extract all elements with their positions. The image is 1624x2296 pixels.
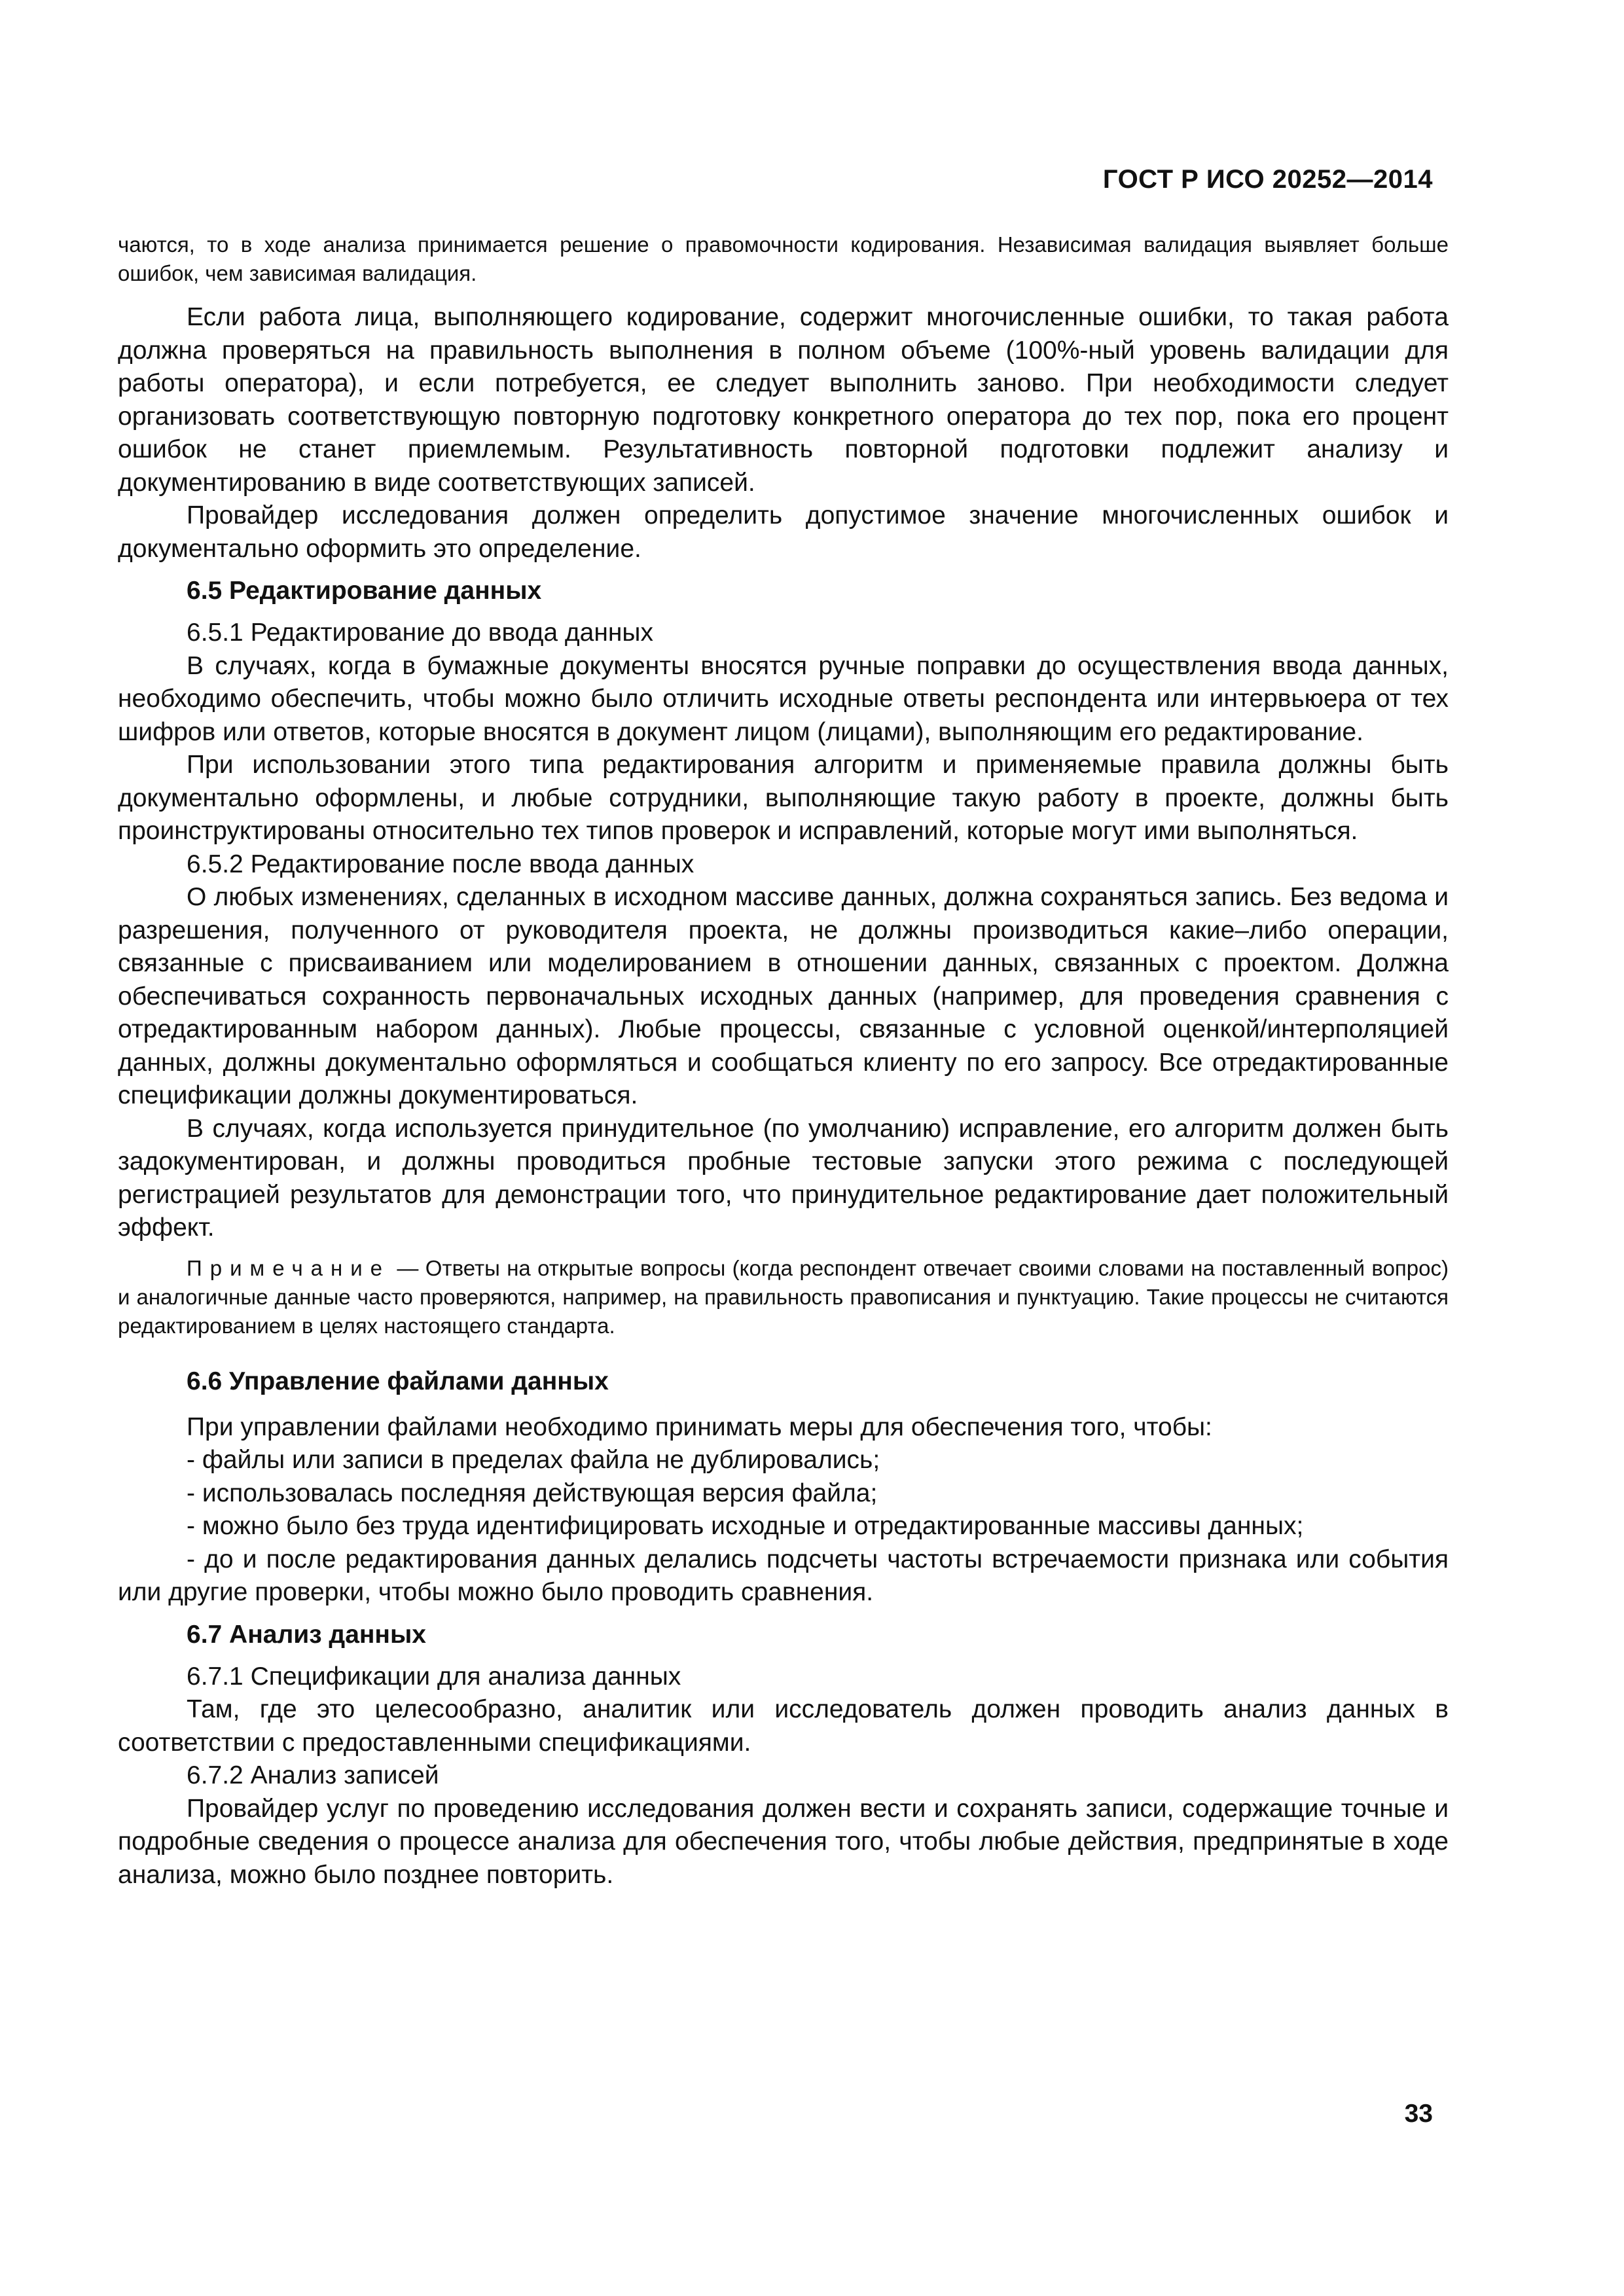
subsection-6-5-2-title: 6.5.2 Редактирование после ввода данных <box>187 850 695 878</box>
list-item: - можно было без труда идентифицировать исходные и отредактированные массивы данных; <box>187 1512 1304 1540</box>
list-item: - до и после редактирования данных делались подсчеты частоты встречаемости признака или события или другие проверки, чтобы можно было проводить сравнения. <box>118 1545 1449 1606</box>
paragraph-6-5-1-a: В случаях, когда в бумажные документы вносятся ручные поправки до осуществления ввода данных, необходимо обеспечить, чтобы можно было отличить исходные ответы респондента или интервьюера от тех шифров или ответов, которые вносятся в документ лицом (лицами), выполняющим его редактирование. <box>118 651 1449 746</box>
list-item: - использовалась последняя действующая версия файла; <box>187 1479 878 1507</box>
subsection-6-5-1-title: 6.5.1 Редактирование до ввода данных <box>187 619 653 647</box>
section-6-7-title: 6.7 Анализ данных <box>187 1620 426 1649</box>
subsection-6-7-1-title: 6.7.1 Спецификации для анализа данных <box>187 1662 681 1691</box>
note-text: — Ответы на открытые вопросы (когда респондент отвечает своими словами на поставленный вопрос) и аналогичные данные часто проверяются, например, на правильность правописания и пунктуацию. Такие процессы не считаются редактированием в целях настоящего стандарта. <box>118 1255 1449 1338</box>
subsection-6-7-2-title: 6.7.2 Анализ записей <box>187 1761 439 1789</box>
list-item: - файлы или записи в пределах файла не дублировались; <box>187 1446 880 1474</box>
note-label: Примечание <box>187 1255 391 1280</box>
paragraph-6-5-2-b: В случаях, когда используется принудительное (по умолчанию) исправление, его алгоритм должен быть задокументирован, и должны проводиться пробные тестовые запуски этого режима с последующей регистрацией результатов для демонстрации того, что принудительное редактирование дает положительный эффект. <box>118 1114 1449 1242</box>
section-6-5-title: 6.5 Редактирование данных <box>187 577 542 605</box>
paragraph-6-7-2: Провайдер услуг по проведению исследования должен вести и сохранять записи, содержащие точные и подробные сведения о процессе анализа для обеспечения того, чтобы любые действия, предпринятые в ходе анализа, можно было позднее повторить. <box>118 1794 1449 1889</box>
paragraph-6-6-intro: При управлении файлами необходимо принимать меры для обеспечения того, чтобы: <box>187 1412 1212 1441</box>
paragraph-provider-errors: Провайдер исследования должен определить допустимое значение многочисленных ошибок и документально оформить это определение. <box>118 501 1449 563</box>
paragraph-6-5-1-b: При использовании этого типа редактирования алгоритм и применяемые правила должны быть документально оформлены, и любые сотрудники, выполняющие такую работу в проекте, должны быть проинструктированы относительно тех типов проверок и исправлений, которые могут ими выполняться. <box>118 751 1449 845</box>
paragraph-6-7-1: Там, где это целесообразно, аналитик или исследователь должен проводить анализ данных в соответствии с предоставленными спецификациями. <box>118 1695 1449 1757</box>
section-6-6-title: 6.6 Управление файлами данных <box>187 1367 609 1395</box>
note <box>118 1254 1449 1340</box>
page-number: 33 <box>1404 2100 1433 2128</box>
paragraph-coder-errors: Если работа лица, выполняющего кодирование, содержит многочисленные ошибки, то такая работа должна проверяться на правильность выполнения в полном объеме (100%-ный уровень валидации для работы оператора), и если потребуется, ее следует выполнить заново. При необходимости следует организовать соответствующую повторную подготовку конкретного оператора до тех пор, пока его процент ошибок не станет приемлемым. Результативность повторной подготовки подлежит анализу и документированию в виде соответствующих записей. <box>118 303 1449 497</box>
document-body <box>118 230 1449 1892</box>
continued-paragraph: чаются, то в ходе анализа принимается решение о правомочности кодирования. Независимая валидация выявляет больше ошибок, чем зависимая валидация. <box>118 232 1449 285</box>
paragraph-6-5-2-a: О любых изменениях, сделанных в исходном массиве данных, должна сохраняться запись. Без ведома и разрешения, полученного от руководителя проекта, не должны производиться какие–либо операции, связанные с присваиванием или моделированием в отношении данных, связанных с проектом. Должна обеспечиваться сохранность первоначальных исходных данных (например, для проведения сравнения с отредактированным набором данных). Любые процессы, связанные с условной оценкой/интерполяцией данных, должны документально оформляться и сообщаться клиенту по его запросу. Все отредактированные спецификации должны документироваться. <box>118 883 1449 1109</box>
document-header: ГОСТ Р ИСО 20252—2014 <box>1102 165 1433 194</box>
